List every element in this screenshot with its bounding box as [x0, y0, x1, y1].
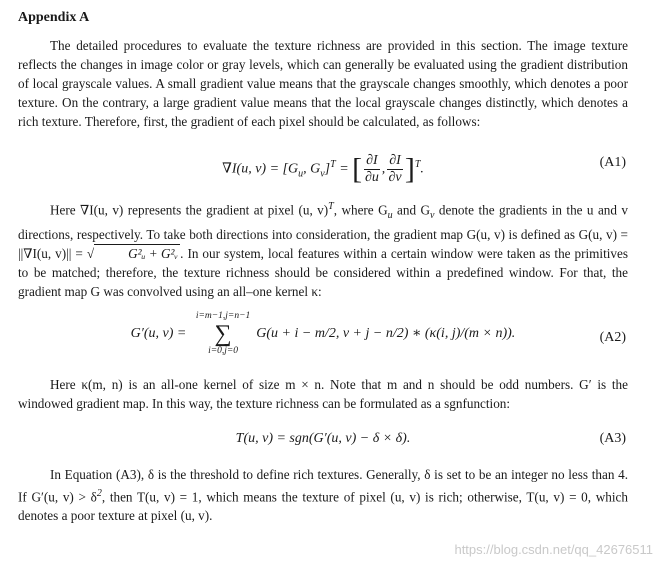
para4-sup-2: 2	[96, 488, 102, 500]
para2-part-b: , where G	[333, 202, 388, 218]
paragraph-intro: The detailed procedures to evaluate the texture richness are provided in this section. The image texture reflects the changes in image color or gray levels, which can generally be evaluated using the gradient distribution of local grayscale values. A small gradient value means that the grayscale changes smoothly, which denotes a poor texture. On the contrary, a large gradient value means that the local grayscale changes distinctly, which denotes a rich texture. Therefore, first, the gradient of each pixel should be calculated, as follows:	[18, 38, 628, 129]
paragraph-kernel: Here κ(m, n) is an all-one kernel of size m × n. Note that m and n should be odd numbers. G′ is the windowed gradient map. In this way, the texture richness can be formulated as a sgnfunction:	[18, 377, 628, 412]
sum-lower-limit: i=0,j=0	[208, 346, 239, 357]
appendix-page	[18, 8, 628, 525]
eq-a1-lhs: ∇I(u, v) = [G	[222, 161, 299, 177]
eq-a1-equals: =	[335, 161, 353, 177]
paragraph-gradient	[18, 197, 628, 301]
frac1-denominator: ∂u	[364, 170, 379, 185]
eq-a1-sub-u: u	[298, 168, 304, 180]
para2-sub-u: u	[387, 210, 393, 222]
eq-a1-sub-v: v	[320, 168, 325, 180]
fraction-di-dv	[387, 153, 403, 186]
equation-a2-body	[18, 311, 628, 357]
equation-a3	[18, 421, 628, 455]
fraction-di-du	[364, 153, 380, 186]
eq-a1-comma: ,	[381, 161, 386, 177]
summation	[196, 311, 250, 357]
eq-a1-mid: , G	[303, 161, 321, 177]
equation-a2-number: (A2)	[599, 330, 626, 346]
equation-a1	[18, 139, 628, 187]
watermark: https://blog.csdn.net/qq_42676511	[454, 542, 653, 557]
sum-symbol: ∑	[214, 321, 232, 348]
right-bracket: ]	[404, 152, 415, 186]
eq-a2-rhs: G(u + i − m/2, v + j − n/2) ∗ (κ(i, j)/(m × n)).	[256, 326, 516, 342]
sqrt-sign: √	[86, 246, 95, 262]
para2-sub-v: v	[430, 210, 435, 222]
para2-part-a: Here ∇I(u, v) represents the gradient at pixel (u, v)	[50, 202, 329, 218]
eq-a2-lhs: G′(u, v) =	[130, 326, 190, 342]
para2-sup-t: T	[328, 201, 334, 212]
equation-a1-body	[18, 153, 628, 186]
para4-part-b: , then T(u, v) = 1, which means the texture of pixel (u, v) is rich; otherwise, T(u, v) = 0, which denotes a poor texture at pixel (u, v).	[18, 489, 628, 524]
equation-a3-number: (A3)	[599, 431, 626, 447]
para2-part-c: and G	[392, 202, 431, 218]
equation-a3-body: T(u, v) = sgn(G′(u, v) − δ × δ).	[235, 431, 411, 447]
para2-part-d: denote the gradients in the u and v directions, respectively. To take both directions into consideration, the gradient map G(u, v) is defined as G(u, v) = ||∇I(u, v)|| =	[18, 202, 628, 262]
frac1-numerator: ∂I	[366, 153, 378, 168]
eq-a1-sup-t2: T	[414, 159, 421, 171]
eq-a1-sup-t: T	[330, 159, 336, 171]
eq-a1-end: .	[420, 161, 424, 177]
sqrt-content: G²ᵤ + G²ᵥ	[94, 244, 180, 262]
equation-a1-number: (A1)	[599, 155, 626, 170]
appendix-heading: Appendix A	[18, 10, 90, 25]
equation-a2	[18, 309, 628, 365]
frac2-denominator: ∂v	[388, 170, 402, 185]
eq-a1-close: ]	[324, 161, 331, 177]
left-bracket: [	[352, 152, 363, 186]
frac2-numerator: ∂I	[389, 153, 401, 168]
para4-part-a: In Equation (A3), δ is the threshold to define rich textures. Generally, δ is set to be an integer no less than 4. If G′(u, v) > δ	[18, 467, 628, 505]
para2-part-e: . In our system, local features within a certain window were taken as the primitives to be matched; therefore, the texture richness should be considered within a predefined window. For that, the gradient map G was convolved using an all–one kernel κ:	[18, 246, 628, 300]
sum-upper-limit: i=m−1,j=n−1	[195, 311, 251, 322]
paragraph-threshold	[18, 465, 628, 525]
